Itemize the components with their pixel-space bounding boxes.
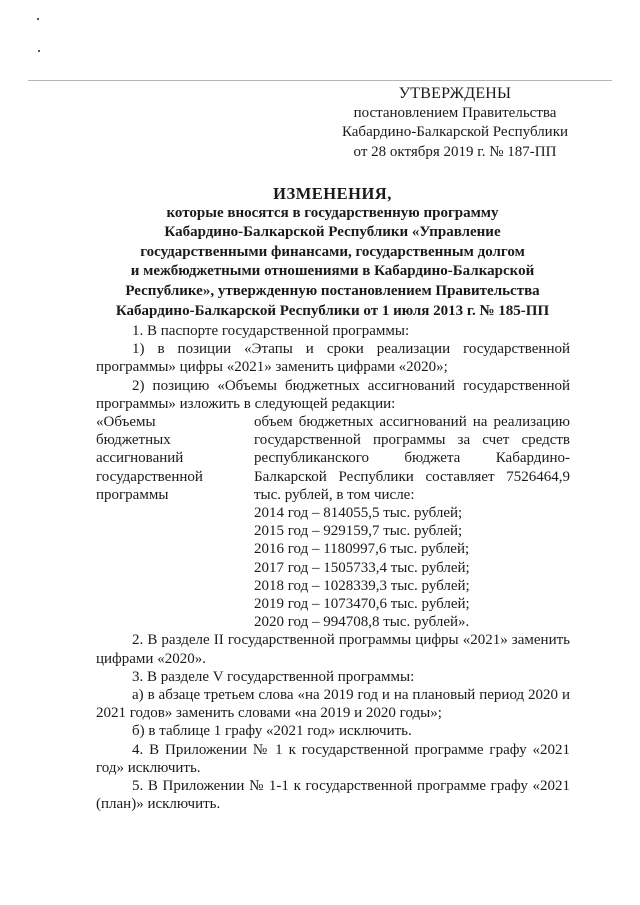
table-right-cell xyxy=(254,413,570,631)
paragraph: 2. В разделе II государственной программы цифры «2021» заменить цифрами «2020». xyxy=(96,632,570,667)
header-rule xyxy=(28,80,612,81)
paragraph: б) в таблице 1 графу «2021 год» исключить. xyxy=(132,723,412,740)
paragraph: 1. В паспорте государственной программы: xyxy=(132,323,410,339)
title-line: Республике», утвержденную постановлением Правительства xyxy=(125,282,540,299)
year-line: 2015 год – 929159,7 тыс. рублей; xyxy=(254,523,463,540)
table-right-intro: объем бюджетных ассигнований на реализацию государственной программы за счет средств республиканского бюджета Кабардино-Балкарской Республики составляет 7526464,9 тыс. рублей, в том числе: xyxy=(254,414,570,503)
budget-table xyxy=(96,413,570,631)
table-left-cell xyxy=(96,413,254,631)
title-line: Кабардино-Балкарской Республики «Управление xyxy=(164,224,501,241)
title-line: Кабардино-Балкарской Республики от 1 июля 2013 г. № 185-ПП xyxy=(115,302,550,319)
paragraph: а) в абзаце третьем слова «на 2019 год и на плановый период 2020 и 2021 годов» заменить словами «на 2019 и 2020 годы»; xyxy=(96,687,570,722)
year-line: 2020 год – 994708,8 тыс. рублей». xyxy=(254,614,470,631)
table-left-line: «Объемы xyxy=(96,414,156,431)
title-line: которые вносятся в государственную программу xyxy=(166,204,499,221)
document-body xyxy=(96,322,570,813)
title-line: государственными финансами, государственным долгом xyxy=(140,243,525,260)
year-line: 2019 год – 1073470,6 тыс. рублей; xyxy=(254,596,470,613)
approval-line: Кабардино-Балкарской Республики xyxy=(341,124,569,140)
paragraph: 1) в позиции «Этапы и сроки реализации государственной программы» цифры «2021» заменить цифрами «2020»; xyxy=(96,341,570,376)
year-line: 2014 год – 814055,5 тыс. рублей; xyxy=(254,505,463,522)
approval-line: постановлением Правительства xyxy=(353,104,557,121)
year-line: 2016 год – 1180997,6 тыс. рублей; xyxy=(254,541,470,558)
paragraph: 3. В разделе V государственной программы: xyxy=(132,668,415,685)
document-title xyxy=(95,184,570,321)
paragraph: 2) позицию «Объемы бюджетных ассигнований государственной программы» изложить в следующей редакции: xyxy=(96,377,570,412)
year-line: 2017 год – 1505733,4 тыс. рублей; xyxy=(254,559,470,576)
scan-speck xyxy=(37,18,39,20)
approval-block xyxy=(330,84,580,162)
scan-speck xyxy=(38,50,40,52)
title-heading: ИЗМЕНЕНИЯ, xyxy=(273,184,392,203)
table-left-line: государственной xyxy=(96,468,203,485)
table-left-line: бюджетных xyxy=(96,432,171,449)
year-line: 2018 год – 1028339,3 тыс. рублей; xyxy=(254,577,470,594)
table-left-line: ассигнований xyxy=(96,450,184,467)
table-left-line: программы xyxy=(96,486,169,503)
approval-line: от 28 октября 2019 г. № 187-ПП xyxy=(353,143,557,160)
paragraph: 4. В Приложении № 1 к государственной программе графу «2021 год» исключить. xyxy=(96,741,570,776)
paragraph: 5. В Приложении № 1-1 к государственной программе графу «2021 (план)» исключить. xyxy=(96,778,570,813)
approval-heading: УТВЕРЖДЕНЫ xyxy=(398,85,512,102)
title-line: и межбюджетными отношениями в Кабардино-Балкарской xyxy=(130,263,535,280)
